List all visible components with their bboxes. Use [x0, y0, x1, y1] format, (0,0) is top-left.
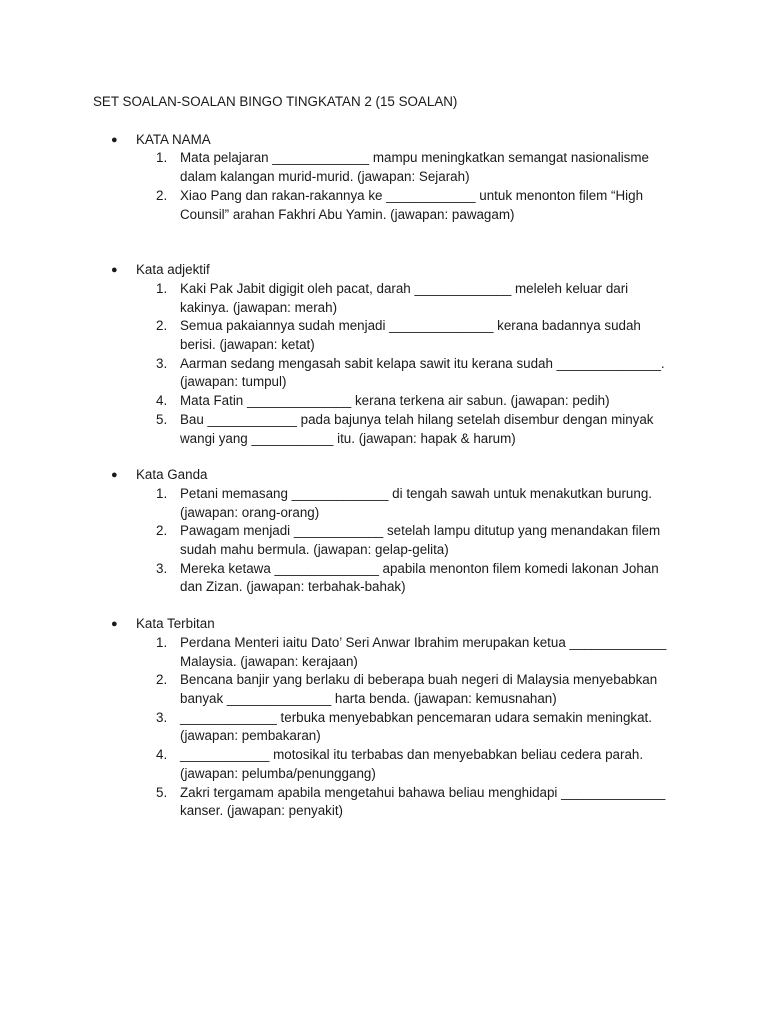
question-list: [93, 634, 698, 821]
section-heading: [93, 131, 698, 150]
bullet-icon: ●: [111, 133, 118, 146]
question-number: 5.: [156, 411, 168, 427]
question-item: [93, 355, 678, 392]
question-text: Bau ____________ pada bajunya telah hilang setelah disembur dengan minyak wangi yang ___________ itu. (jawapan: hapak & harum): [180, 411, 654, 446]
question-number: 3.: [156, 709, 168, 725]
question-number: 2.: [156, 318, 168, 334]
section-kata-nama: [93, 131, 698, 225]
section-heading: [93, 615, 698, 634]
question-text: Mereka ketawa ______________ apabila menonton filem komedi lakonan Johan dan Zizan. (jawapan: terbahak-bahak): [180, 560, 659, 595]
question-item: [93, 485, 678, 522]
section-kata-ganda: [93, 466, 698, 597]
question-text: Mata Fatin ______________ kerana terkena air sabun. (jawapan: pedih): [180, 393, 610, 409]
section-heading: [93, 261, 698, 280]
question-text: Kaki Pak Jabit digigit oleh pacat, darah _____________ meleleh keluar dari kakinya. (jawapan: merah): [180, 280, 629, 315]
question-item: [93, 149, 678, 186]
document-title: SET SOALAN-SOALAN BINGO TINGKATAN 2 (15 SOALAN): [93, 94, 458, 109]
question-text: Semua pakaiannya sudah menjadi ______________ kerana badannya sudah berisi. (jawapan: ketat): [180, 318, 641, 353]
question-list: [93, 485, 698, 597]
question-text: _____________ terbuka menyebabkan pencemaran udara semakin meningkat. (jawapan: pembakaran): [180, 709, 652, 744]
question-item: [93, 280, 678, 317]
question-list: [93, 280, 698, 448]
bullet-icon: ●: [111, 618, 118, 631]
question-item: [93, 671, 678, 708]
question-text: Pawagam menjadi ____________ setelah lampu ditutup yang menandakan filem sudah mahu bermula. (jawapan: gelap-gelita): [180, 523, 661, 558]
bullet-icon: ●: [111, 469, 118, 482]
question-number: 1.: [156, 485, 168, 501]
question-item: [93, 522, 678, 559]
question-number: 5.: [156, 784, 168, 800]
question-number: 3.: [156, 355, 168, 371]
question-number: 2.: [156, 523, 168, 539]
question-number: 3.: [156, 560, 168, 576]
question-number: 2.: [156, 672, 168, 688]
question-text: Zakri tergamam apabila mengetahui bahawa beliau menghidapi ______________ kanser. (jawapan: penyakit): [180, 784, 666, 819]
section-kata-adjektif: [93, 261, 698, 448]
question-text: Perdana Menteri iaitu Dato’ Seri Anwar Ibrahim merupakan ketua _____________ Malaysia. (jawapan: kerajaan): [180, 634, 667, 669]
question-list: [93, 149, 698, 224]
question-item: [93, 634, 678, 671]
section-kata-terbitan: [93, 615, 698, 821]
question-item: [93, 746, 678, 783]
question-text: Aarman sedang mengasah sabit kelapa sawit itu kerana sudah ______________. (jawapan: tumpul): [180, 355, 665, 390]
question-item: [93, 392, 678, 411]
question-item: [93, 709, 678, 746]
question-number: 1.: [156, 634, 168, 650]
section-heading-label: Kata Terbitan: [136, 616, 215, 632]
question-item: [93, 560, 678, 597]
question-text: Mata pelajaran _____________ mampu meningkatkan semangat nasionalisme dalam kalangan murid-murid. (jawapan: Sejarah): [180, 150, 649, 185]
section-heading-label: KATA NAMA: [136, 131, 211, 147]
question-number: 1.: [156, 150, 168, 166]
section-heading-label: Kata adjektif: [136, 262, 210, 278]
bullet-icon: ●: [111, 264, 118, 277]
question-item: [93, 411, 678, 448]
question-number: 2.: [156, 187, 168, 203]
question-text: Petani memasang _____________ di tengah sawah untuk menakutkan burung. (jawapan: orang-orang): [180, 485, 652, 520]
question-text: Xiao Pang dan rakan-rakannya ke ____________ untuk menonton filem “High Counsil” arahan Fakhri Abu Yamin. (jawapan: pawagam): [180, 187, 644, 222]
question-number: 1.: [156, 280, 168, 296]
section-heading-label: Kata Ganda: [136, 467, 208, 483]
question-item: [93, 317, 678, 354]
question-number: 4.: [156, 393, 168, 409]
question-text: ____________ motosikal itu terbabas dan menyebabkan beliau cedera parah. (jawapan: pelumba/penunggang): [180, 747, 644, 781]
question-item: [93, 187, 678, 224]
section-heading: [93, 466, 698, 485]
question-number: 4.: [156, 747, 168, 763]
question-item: [93, 784, 678, 821]
question-text: Bencana banjir yang berlaku di beberapa buah negeri di Malaysia menyebabkan banyak ______________ harta benda. (jawapan: kemusnahan): [180, 672, 658, 706]
